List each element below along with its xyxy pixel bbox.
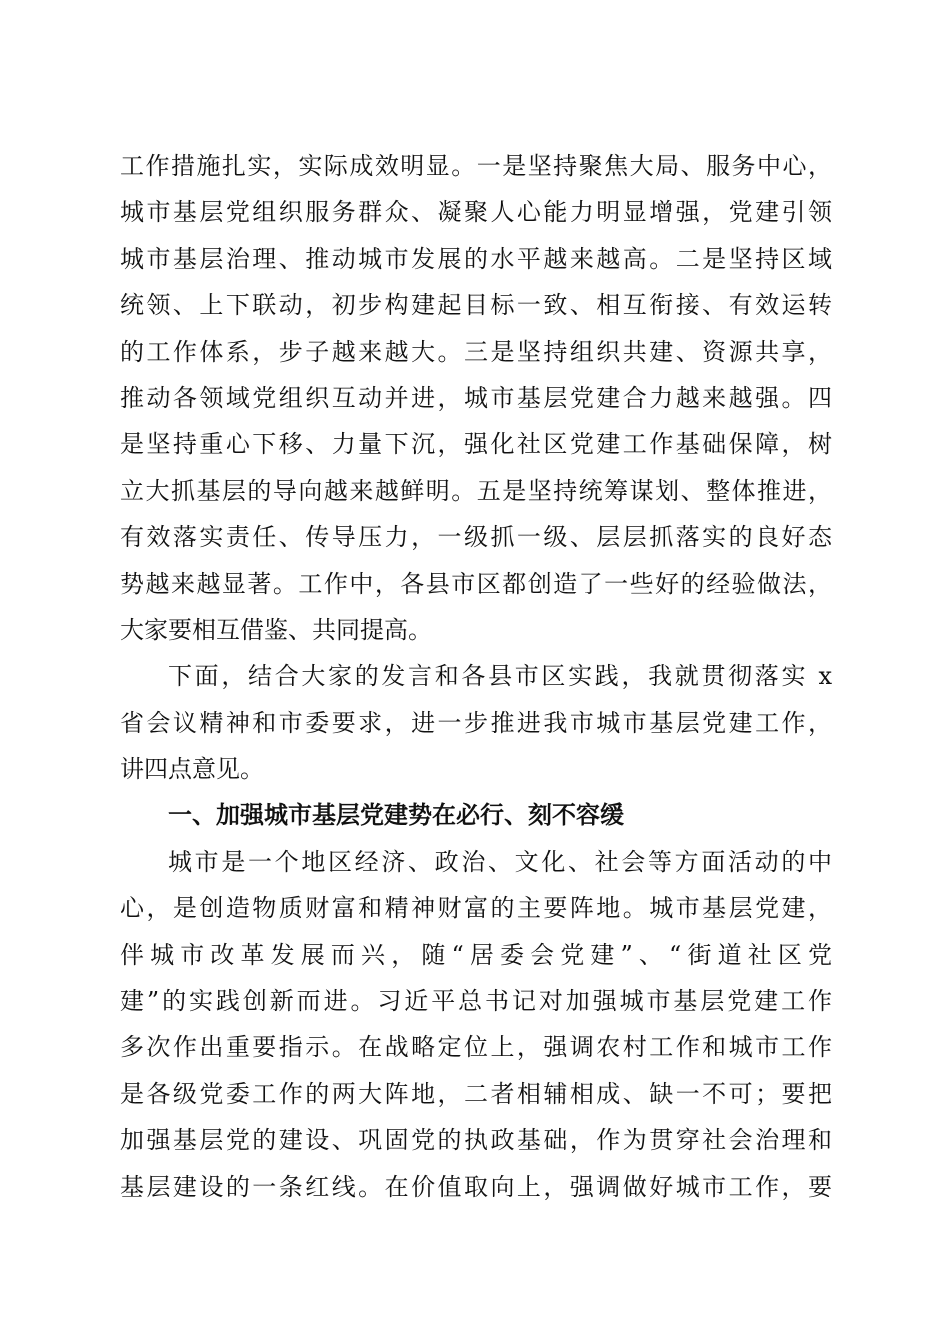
text-line: 是坚持重心下移、力量下沉，强化社区党建工作基础保障，树 — [120, 430, 832, 459]
text-line: 建”的实践创新而进。习近平总书记对加强城市基层党建工作 — [120, 987, 832, 1016]
text-line: 立大抓基层的导向越来越鲜明。五是坚持统筹谋划、整体推进， — [120, 476, 832, 505]
text-line: 有效落实责任、传导压力，一级抓一级、层层抓落实的良好态 — [120, 523, 832, 552]
text-line: 推动各领域党组织互动并进，城市基层党建合力越来越强。四 — [120, 383, 832, 412]
text-line: 基层建设的一条红线。在价值取向上，强调做好城市工作，要 — [120, 1172, 832, 1201]
paragraph-2 — [120, 653, 832, 792]
text-line: 省会议精神和市委要求，进一步推进我市城市基层党建工作， — [120, 708, 832, 737]
text-line: 大家要相互借鉴、共同提高。 — [120, 615, 432, 644]
text-line: 多次作出重要指示。在战略定位上，强调农村工作和城市工作 — [120, 1033, 832, 1062]
text-line: 讲四点意见。 — [120, 755, 264, 784]
text-line: 加强基层党的建设、巩固党的执政基础，作为贯穿社会治理和 — [120, 1126, 832, 1155]
text-line: 统领、上下联动，初步构建起目标一致、相互衔接、有效运转 — [120, 291, 832, 320]
text-line: 下面，结合大家的发言和各县市区实践，我就贯彻落实 x — [168, 662, 832, 691]
text-line: 城市基层党组织服务群众、凝聚人心能力明显增强，党建引领 — [120, 198, 832, 227]
text-line: 的工作体系，步子越来越大。三是坚持组织共建、资源共享， — [120, 337, 832, 366]
document-body — [120, 143, 832, 1210]
section-heading: 一、加强城市基层党建势在必行、刻不容缓 — [168, 801, 624, 830]
text-line: 城市是一个地区经济、政治、文化、社会等方面活动的中 — [168, 847, 832, 876]
text-line: 心，是创造物质财富和精神财富的主要阵地。城市基层党建， — [120, 894, 832, 923]
text-line: 工作措施扎实，实际成效明显。一是坚持聚焦大局、服务中心， — [120, 152, 832, 180]
text-line: 城市基层治理、推动城市发展的水平越来越高。二是坚持区域 — [120, 244, 832, 273]
text-line: 势越来越显著。工作中，各县市区都创造了一些好的经验做法， — [120, 569, 832, 598]
text-line: 是各级党委工作的两大阵地，二者相辅相成、缺一不可；要把 — [120, 1079, 832, 1108]
paragraph-1 — [120, 143, 832, 653]
paragraph-3 — [120, 839, 832, 1210]
text-line: 伴城市改革发展而兴，随“居委会党建”、“街道社区党 — [120, 940, 832, 969]
